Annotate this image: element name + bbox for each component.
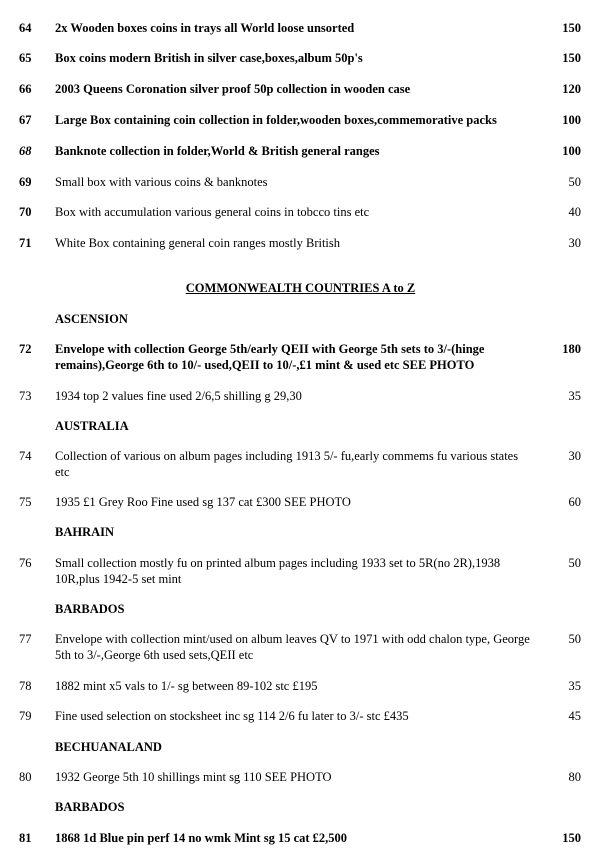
lot-estimate: 120 <box>562 82 581 96</box>
lot-description: 2003 Queens Coronation silver proof 50p collection in wooden case <box>55 82 411 96</box>
section-heading: COMMONWEALTH COUNTRIES A to Z <box>185 281 416 295</box>
lot-estimate: 40 <box>568 205 581 219</box>
lot-estimate: 35 <box>568 679 581 693</box>
lot-estimate: 50 <box>568 556 581 570</box>
lot-description: Fine used selection on stocksheet inc sg 114 2/6 fu later to 3/- stc £435 <box>55 709 409 723</box>
lot-description: 1934 top 2 values fine used 2/6,5 shilling g 29,30 <box>55 389 302 403</box>
country-heading: BAHRAIN <box>55 525 115 539</box>
country-heading: BARBADOS <box>55 602 125 616</box>
lot-estimate: 100 <box>562 144 581 158</box>
country-heading: AUSTRALIA <box>55 419 129 433</box>
lot-estimate: 60 <box>568 495 581 509</box>
lot-number: 68 <box>19 144 32 158</box>
lot-number: 67 <box>19 113 32 127</box>
lot-number: 75 <box>19 495 32 509</box>
lot-estimate: 35 <box>568 389 581 403</box>
lot-description: 1932 George 5th 10 shillings mint sg 110 SEE PHOTO <box>55 770 332 784</box>
lot-description: 1882 mint x5 vals to 1/- sg between 89-102 stc £195 <box>55 679 318 693</box>
lot-number: 78 <box>19 679 32 693</box>
lot-description: 1868 1d Blue pin perf 14 no wmk Mint sg 15 cat £2,500 <box>55 831 348 845</box>
lot-estimate: 100 <box>562 113 581 127</box>
country-heading: BARBADOS <box>55 800 125 814</box>
lot-description: Banknote collection in folder,World & British general ranges <box>55 144 380 158</box>
lot-number: 77 <box>19 632 32 646</box>
lot-estimate: 50 <box>568 632 581 646</box>
lot-number: 74 <box>19 449 32 463</box>
lot-description: Box coins modern British in silver case,boxes,album 50p's <box>55 51 363 65</box>
lot-estimate: 30 <box>568 236 581 250</box>
lot-description: Small box with various coins & banknotes <box>55 175 268 189</box>
lot-estimate: 180 <box>562 342 581 356</box>
lot-description: 1935 £1 Grey Roo Fine used sg 137 cat £300 SEE PHOTO <box>55 495 351 509</box>
lot-description: Small collection mostly fu on printed album pages including 1933 set to 5R(no 2R),1938 10R,plus 1942-5 set mint <box>55 556 501 586</box>
country-heading: BECHUANALAND <box>55 740 162 754</box>
lot-number: 73 <box>19 389 32 403</box>
lot-description: Envelope with collection George 5th/early QEII with George 5th sets to 3/-(hinge remains),George 6th to 10/- used,QEII to 10/-,£1 mint & used etc SEE PHOTO <box>55 342 485 372</box>
lot-description: Large Box containing coin collection in folder,wooden boxes,commemorative packs <box>55 113 497 127</box>
lot-estimate: 50 <box>568 175 581 189</box>
lot-description: Collection of various on album pages including 1913 5/- fu,early commems fu various states etc <box>55 449 519 479</box>
lot-number: 72 <box>19 342 32 356</box>
lot-description: Box with accumulation various general coins in tobcco tins etc <box>55 205 370 219</box>
lot-number: 65 <box>19 51 32 65</box>
lot-estimate: 45 <box>568 709 581 723</box>
lot-number: 81 <box>19 831 32 845</box>
lot-estimate: 80 <box>568 770 581 784</box>
lot-number: 64 <box>19 21 32 35</box>
lot-number: 66 <box>19 82 32 96</box>
lot-number: 69 <box>19 175 32 189</box>
lot-description: White Box containing general coin ranges mostly British <box>55 236 341 250</box>
lot-number: 79 <box>19 709 32 723</box>
country-heading: ASCENSION <box>55 312 128 326</box>
lot-estimate: 150 <box>562 51 581 65</box>
lot-number: 71 <box>19 236 32 250</box>
lot-number: 70 <box>19 205 32 219</box>
lot-estimate: 150 <box>562 21 581 35</box>
lot-description: Envelope with collection mint/used on album leaves QV to 1971 with odd chalon type, George 5th to 3/-,George 6th used sets,QEII etc <box>55 632 530 662</box>
lot-estimate: 30 <box>568 449 581 463</box>
lot-description: 2x Wooden boxes coins in trays all World loose unsorted <box>55 21 355 35</box>
lot-estimate: 150 <box>562 831 581 845</box>
lot-number: 80 <box>19 770 32 784</box>
lot-number: 76 <box>19 556 32 570</box>
